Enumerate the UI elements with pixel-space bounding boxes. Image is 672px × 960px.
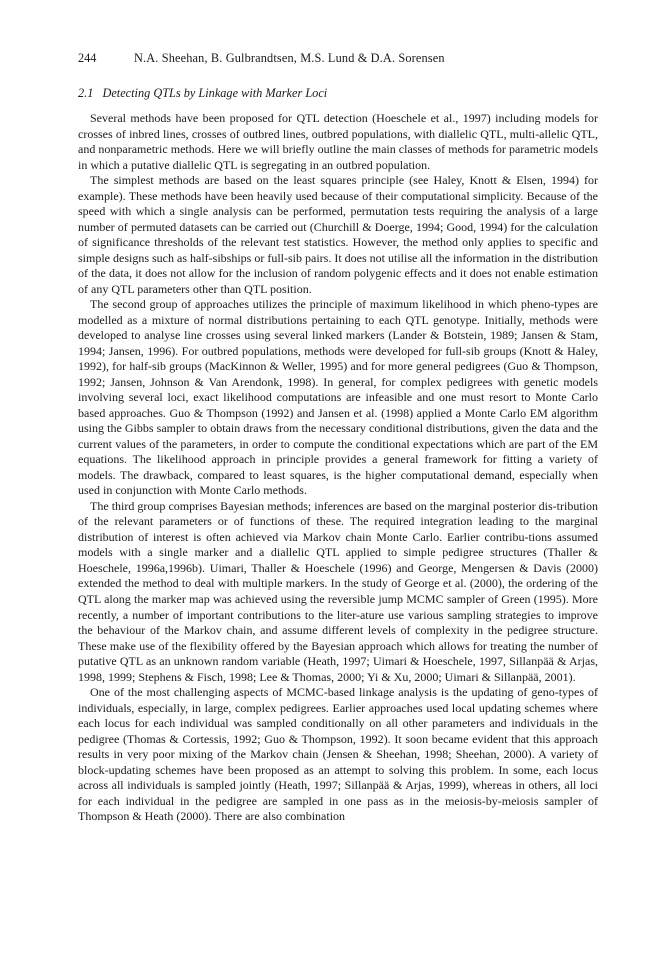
paragraph-maximum-likelihood: The second group of approaches utilizes the principle of maximum likelihood in which pheno-types are modelled as a mixture of normal distributions pertaining to each QTL genotype. Initially, methods were developed to analyse line crosses using several linked markers (Lander & Botstein, 1989; Jansen & Stam, 1994; Jansen, 1996). For outbred populations, methods were developed for full-sib groups (Knott & Haley, 1992), for half-sib groups (MacKinnon & Weller, 1995) and for more general pedigrees (Guo & Thompson, 1992; Jansen, Johnson & Van Arendonk, 1998). In general, for complex pedigrees with genetic models involving several loci, exact likelihood computations are infeasible and one must resort to Monte Carlo based approaches. Guo & Thompson (1992) and Jansen et al. (1998) applied a Monte Carlo EM algorithm using the Gibbs sampler to obtain draws from the necessary conditional distributions, given the data and the current values of the parameters, in order to compute the conditional expectations which are part of the EM equations. The likelihood approach in principle provides a general framework for fitting a variety of models. The drawback, compared to least squares, is the higher computational demand, especially when used in conjunction with Monte Carlo methods. bbox=[78, 297, 598, 498]
paragraph-intro: Several methods have been proposed for QTL detection (Hoeschele et al., 1997) including models for crosses of inbred lines, crosses of outbred lines, outbred populations, with diallelic QTL, multi-allelic QTL, and nonparametric methods. Here we will briefly outline the main classes of methods for parametric models in which a putative diallelic QTL is segregating in an outbred population. bbox=[78, 111, 598, 172]
section-title: Detecting QTLs by Linkage with Marker Loci bbox=[102, 86, 328, 100]
page-number: 244 bbox=[78, 51, 97, 65]
paragraph-bayesian: The third group comprises Bayesian methods; inferences are based on the marginal posterior dis-tribution of the relevant parameters or of functions of these. The required integration leading to the marginal distribution of interest is often achieved via Markov chain Monte Carlo. Earlier contribu-tions assumed models with a single marker and a diallelic QTL applied to simple pedigree structures (Thaller & Hoeschele, 1996a,1996b). Uimari, Thaller & Hoeschele (1996) and George, Mengersen & Davis (2000) extended the method to deal with multiple markers. In the study of George et al. (2000), the ordering of the QTL along the marker map was achieved using the reversible jump MCMC sampler of Green (1995). More recently, a number of important contributions to the liter-ature use various sampling strategies to improve the behaviour of the Markov chain, and assume different levels of complexity in the pedigree structure. These make use of the flexibility offered by the Bayesian approach which allows for treating the number of putative QTL as an unknown random variable (Heath, 1997; Uimari & Hoeschele, 1997, Sillanpää & Arjas, 1998, 1999; Stephens & Fisch, 1998; Lee & Thomas, 2000; Yi & Xu, 2000; Uimari & Sillanpää, 2001). bbox=[78, 498, 598, 684]
section-number: 2.1 bbox=[78, 86, 94, 100]
section-heading bbox=[78, 85, 598, 101]
body-text bbox=[78, 111, 598, 825]
running-head-authors: N.A. Sheehan, B. Gulbrandtsen, M.S. Lund & D.A. Sorensen bbox=[134, 51, 445, 65]
paragraph-mcmc-updating: One of the most challenging aspects of MCMC-based linkage analysis is the updating of geno-types of individuals, especially, in large, complex pedigrees. Earlier approaches used local updating schemes where each locus for each individual was sampled conditionally on all other parameters and individuals in the pedigree (Thomas & Cortessis, 1992; Guo & Thompson, 1992). It soon became evident that this approach results in very poor mixing of the Markov chain (Jensen & Sheehan, 1998; Sheehan, 2000). A variety of block-updating schemes have been proposed as an attempt to solving this problem. In some, each locus across all individuals is sampled jointly (Heath, 1997; Sillanpää & Arjas, 1999), whereas in others, all loci for each individual in the pedigree are sampled in one pass as in the meiosis-by-meiosis sampler of Thompson & Heath (2000). There are also combination bbox=[78, 685, 598, 824]
running-head bbox=[78, 50, 598, 66]
paragraph-least-squares: The simplest methods are based on the least squares principle (see Haley, Knott & Elsen, 1994) for example). These methods have been heavily used because of their computational simplicity. Because of the speed with which a single analysis can be performed, permutation tests requiring the analysis of a large number of permuted datasets can be carried out (Churchill & Doerge, 1994; Good, 1994) for the calculation of significance thresholds of the relevant test statistics. However, the method only applies to specific and simple designs such as half-sibships or full-sib pairs. It does not utilise all the information in the distribution of the data, it does not allow for the inclusion of random polygenic effects and it does not enable estimation of any QTL parameters other than QTL position. bbox=[78, 173, 598, 296]
journal-page bbox=[78, 50, 598, 825]
